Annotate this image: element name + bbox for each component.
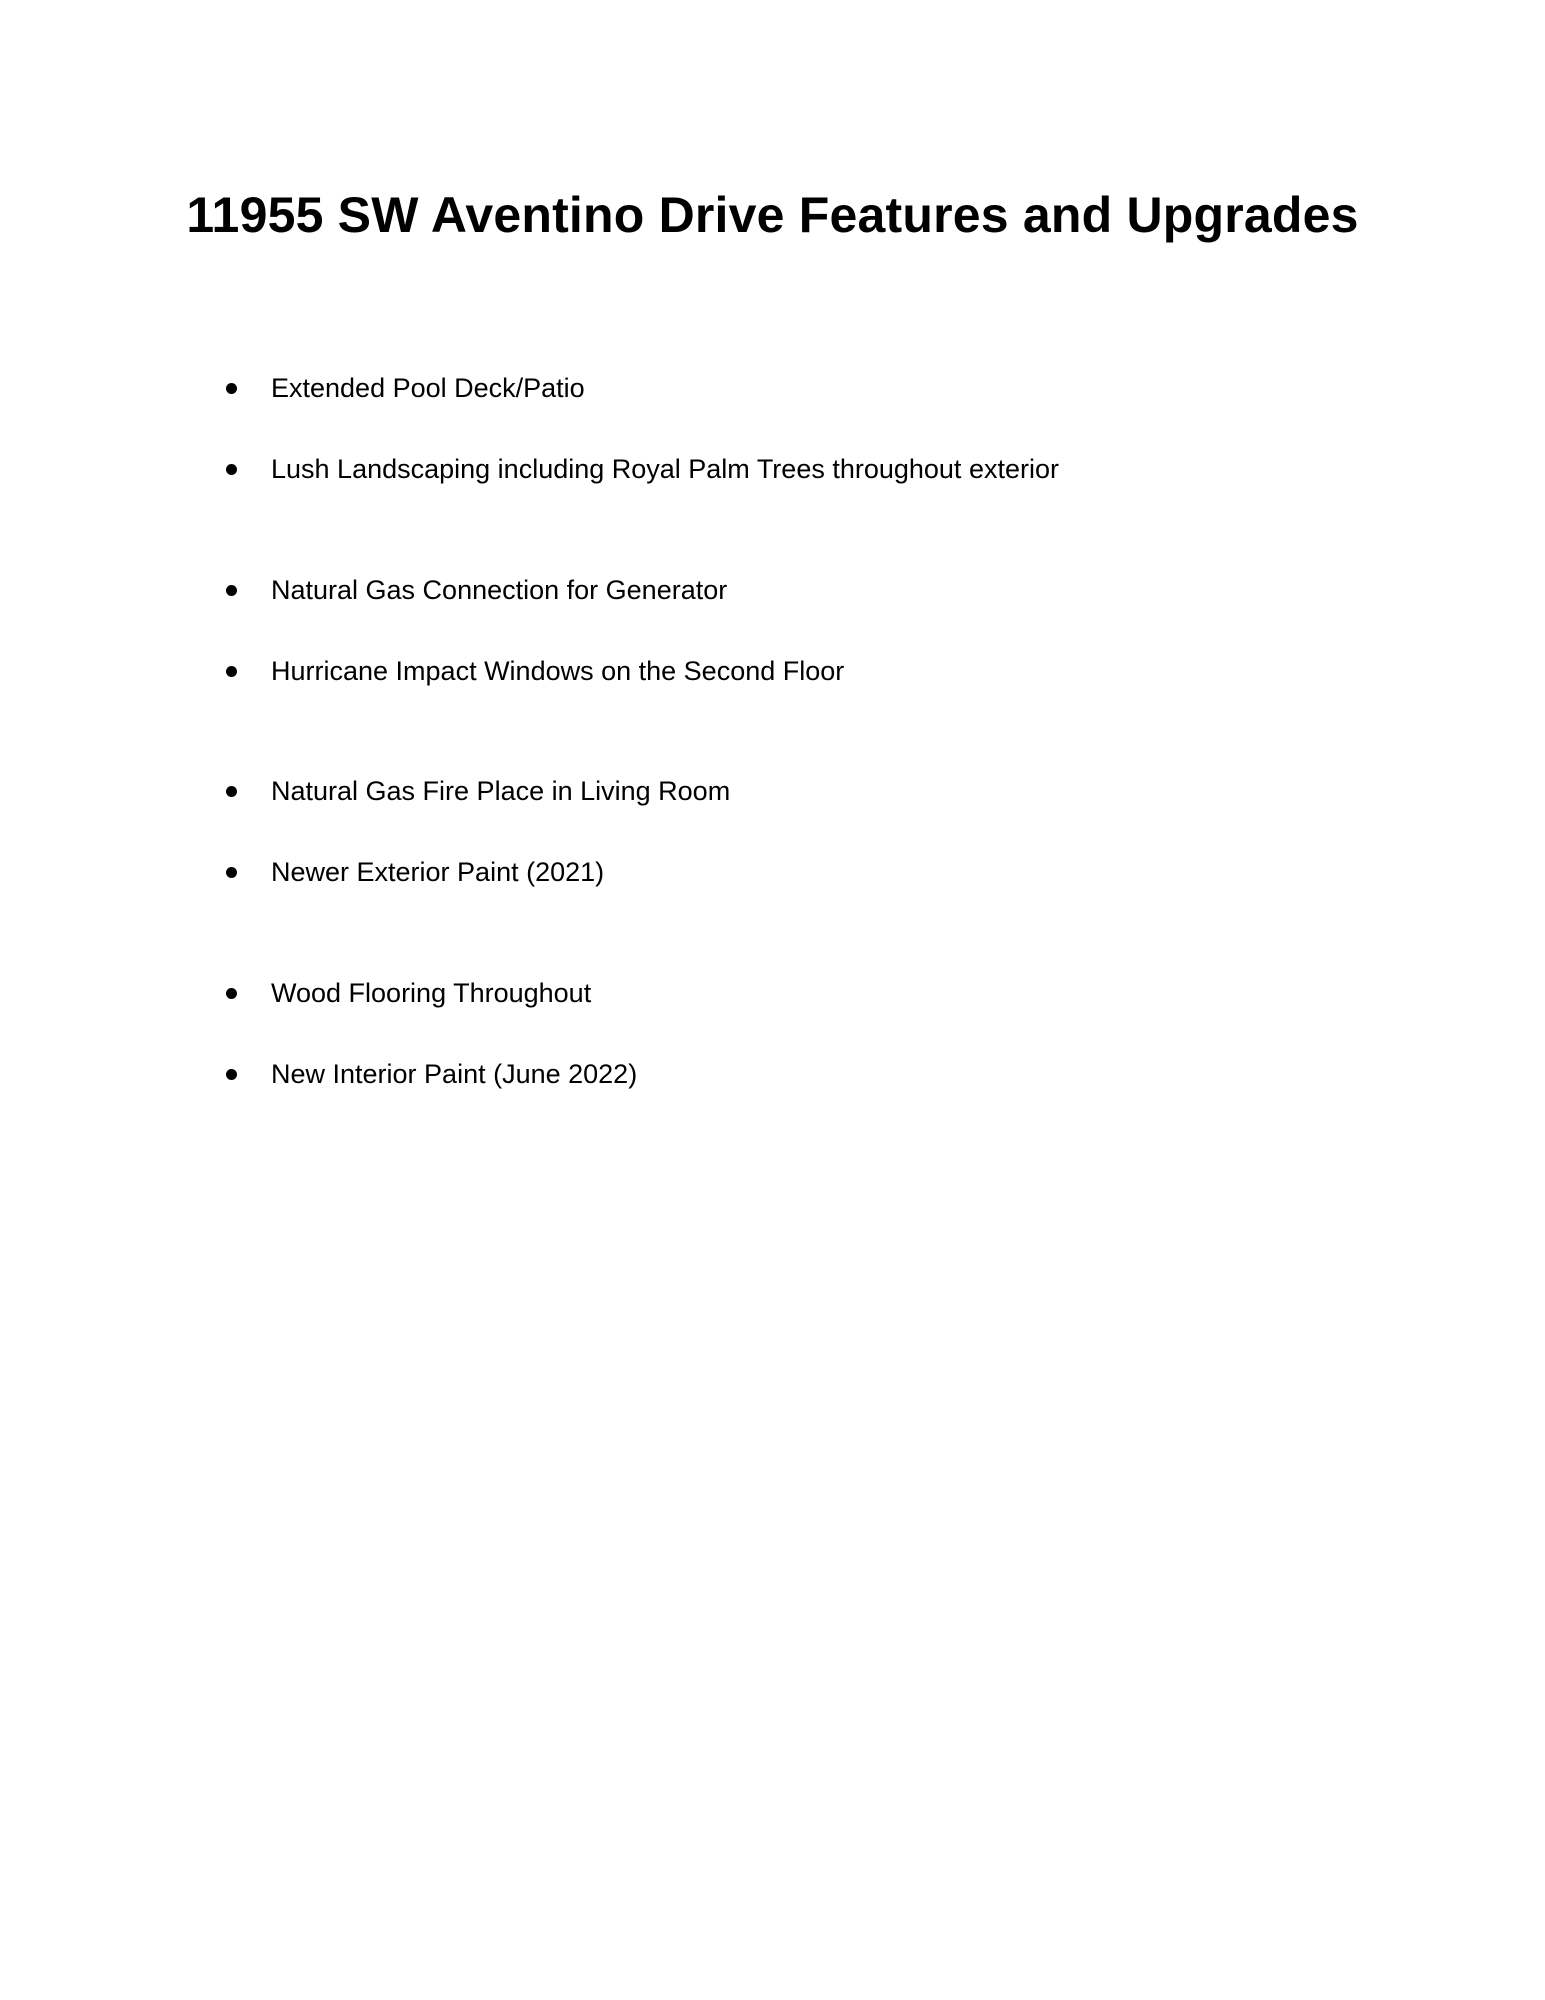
list-item-text: Natural Gas Connection for Generator — [271, 575, 728, 605]
list-item — [0, 973, 1400, 1013]
bullet-icon — [226, 464, 237, 475]
list-item-text: Natural Gas Fire Place in Living Room — [271, 776, 731, 806]
list-item-text: Newer Exterior Paint (2021) — [271, 857, 605, 887]
list-item-text: Wood Flooring Throughout — [271, 978, 592, 1008]
list-item-text: New Interior Paint (June 2022) — [271, 1059, 638, 1089]
list-item — [0, 449, 1400, 489]
list-item-text: Extended Pool Deck/Patio — [271, 373, 585, 403]
list-item — [0, 852, 1400, 892]
list-item-text: Lush Landscaping including Royal Palm Trees throughout exterior — [271, 454, 1059, 484]
page-title: 11955 SW Aventino Drive Features and Upgrades — [186, 187, 1359, 243]
list-item — [0, 651, 1400, 691]
bullet-icon — [226, 585, 237, 596]
bullet-icon — [226, 988, 237, 999]
bullet-icon — [226, 867, 237, 878]
bullet-icon — [226, 383, 237, 394]
list-item-text: Hurricane Impact Windows on the Second Floor — [271, 656, 845, 686]
list-item — [0, 368, 1400, 408]
list-item — [0, 570, 1400, 610]
list-item — [0, 1054, 1400, 1094]
bullet-icon — [226, 666, 237, 677]
bullet-icon — [226, 1069, 237, 1080]
list-item — [0, 771, 1400, 811]
bullet-icon — [226, 786, 237, 797]
